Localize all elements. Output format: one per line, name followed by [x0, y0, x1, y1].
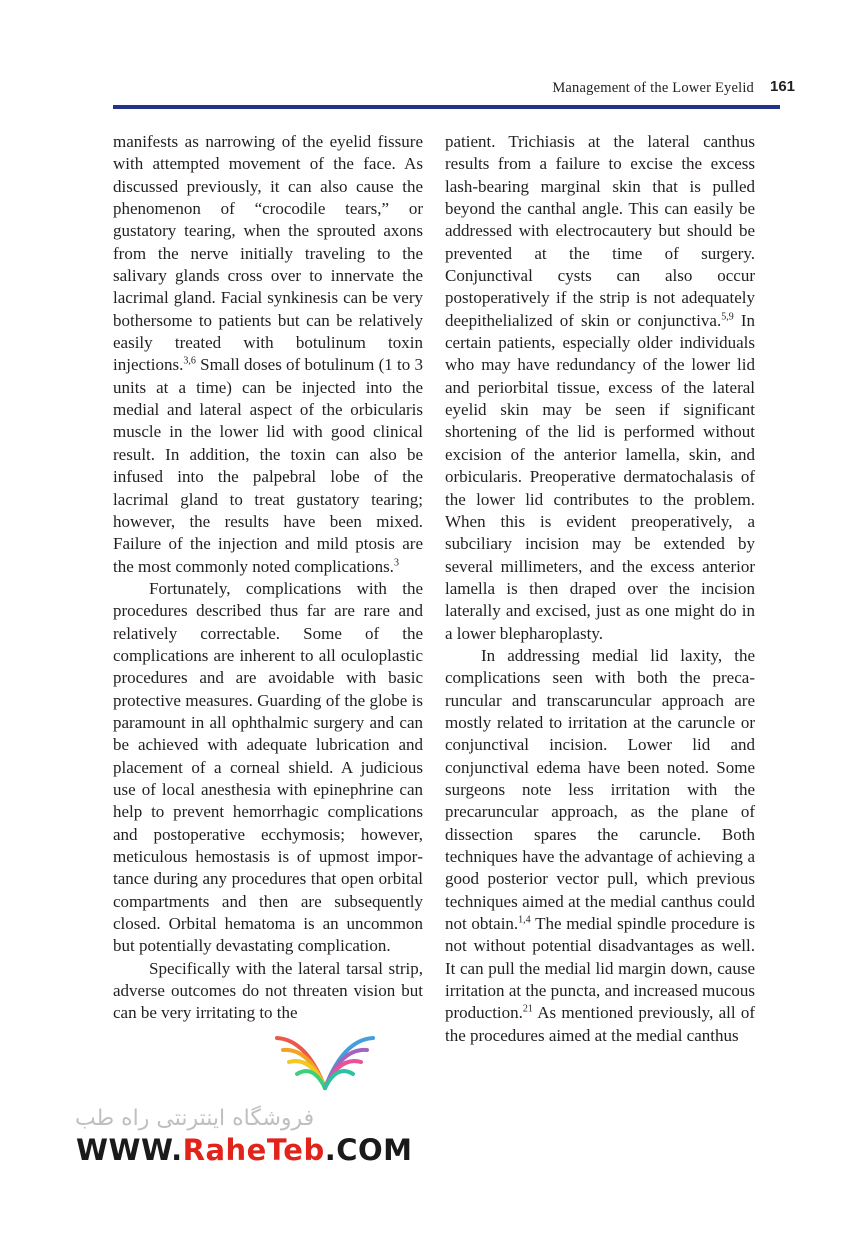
right-p2-text-a: In addressing medial lid laxity, the complications seen with both the precaruncular and transcaruncular approach are mostly related to irritation at the caruncle or conjunctival incision. Lower lid and conjunctival edema have been noted. Some surgeons note less irritation with the precaruncular approach, as the plane of dissection spares the caruncle. Both techniques have the advantage of achieving a good posterior vector pull, which previous techniques aimed at the medial canthus could not obtain. — [445, 645, 755, 934]
running-header-title: Management of the Lower Eyelid — [552, 80, 754, 96]
citation-superscript: 21 — [522, 1003, 533, 1015]
left-column — [113, 131, 423, 1025]
url-brand: RaheTeb — [182, 1133, 325, 1167]
left-paragraph-3: Specifically with the lateral tarsal strip, adverse outcomes do not threaten vision but can be very irritating to the — [113, 958, 423, 1023]
citation-superscript: 5,9 — [721, 311, 734, 323]
right-paragraph-2 — [445, 645, 755, 1047]
right-p1-text-b: In certain patients, especially older individuals who may have redundancy of the lower lid and periorbital tissue, excess of the lateral eyelid skin may be seen if significant shortening of the lid is performed without excision of the anterior lamella, skin, and orbicularis. Preoperative dermatochalasis of the lower lid contributes to the problem. When this is evident preoperatively, a subciliary incision may be extended by several millimeters, and the excess anterior lamella is then draped over the incision laterally and excised, just as one might do in a lower blepharoplasty. — [445, 310, 755, 643]
left-p1-text-a: manifests as narrowing of the eyelid fissure with attempted movement of the face. As discussed previously, it can also cause the phenomenon of “crocodile tears,” or gustatory tearing, when the sprouted axons from the nerve initially traveling to the salivary glands cross over to innervate the lacrimal gland. Facial synkinesis can be very bothersome to patients but can be relatively easily treated with botulinum toxin injections. — [113, 132, 423, 375]
page-number: 161 — [770, 78, 796, 95]
left-paragraph-2: Fortunately, complications with the procedures described thus far are rare and relatively correctable. Some of the complications are inherent to all oculoplastic procedures and are avoidable with basic protective measures. Guarding of the globe is paramount in all ophthalmic surgery and can be achieved with adequate lubrication and placement of a corneal shield. A judicious use of local anesthesia with epinephrine can help to prevent hemorrhagic complications and postoperative ecchymosis; however, meticulous hemostasis is of upmost importance during any procedures that open orbital compartments and then are subsequently closed. Orbital hematoma is an uncommon but potentially devastating complication. — [113, 578, 423, 956]
url-suffix: .COM — [324, 1133, 413, 1167]
right-p2-text-b: The medial spindle procedure is not without potential disadvantages as well. It can pull the medial lid margin down, cause irritation at the puncta, and increased mucous production. — [445, 914, 755, 1023]
open-book-rainbow-icon — [255, 1018, 395, 1098]
citation-superscript: 3,6 — [183, 355, 196, 367]
left-paragraph-1 — [113, 131, 423, 578]
right-p2-text-c: As mentioned previously, all of the procedures aimed at the medial canthus — [445, 1003, 755, 1045]
right-paragraph-1 — [445, 131, 755, 645]
header-rule — [113, 105, 780, 109]
right-column — [445, 131, 755, 1047]
citation-superscript: 3 — [393, 556, 399, 568]
left-p1-text-b: Small doses of botulinum (1 to 3 units at a time) can be injected into the medial and lateral aspect of the orbicularis muscle in the lower lid with good clinical result. In addition, the toxin can also be infused into the palpebral lobe of the lacrimal gland to treat gustatory tearing; however, the results have been mixed. Failure of the injection and mild ptosis are the most commonly noted complications. — [113, 355, 423, 576]
citation-superscript: 1,4 — [518, 914, 531, 926]
right-p1-text-a: patient. Trichiasis at the lateral canthus results from a failure to excise the excess lash-bearing marginal skin that is pulled beyond the canthal angle. This can easily be addressed with electrocautery but should be prevented at the time of surgery. Conjunctival cysts can also occur postoperatively if the strip is not adequately deepithelialized of skin or conjunctiva. — [445, 132, 755, 330]
watermark-url — [76, 1133, 413, 1167]
url-prefix: WWW. — [76, 1133, 183, 1167]
watermark-persian-text: فروشگاه اینترنتی راه طب — [75, 1106, 315, 1131]
